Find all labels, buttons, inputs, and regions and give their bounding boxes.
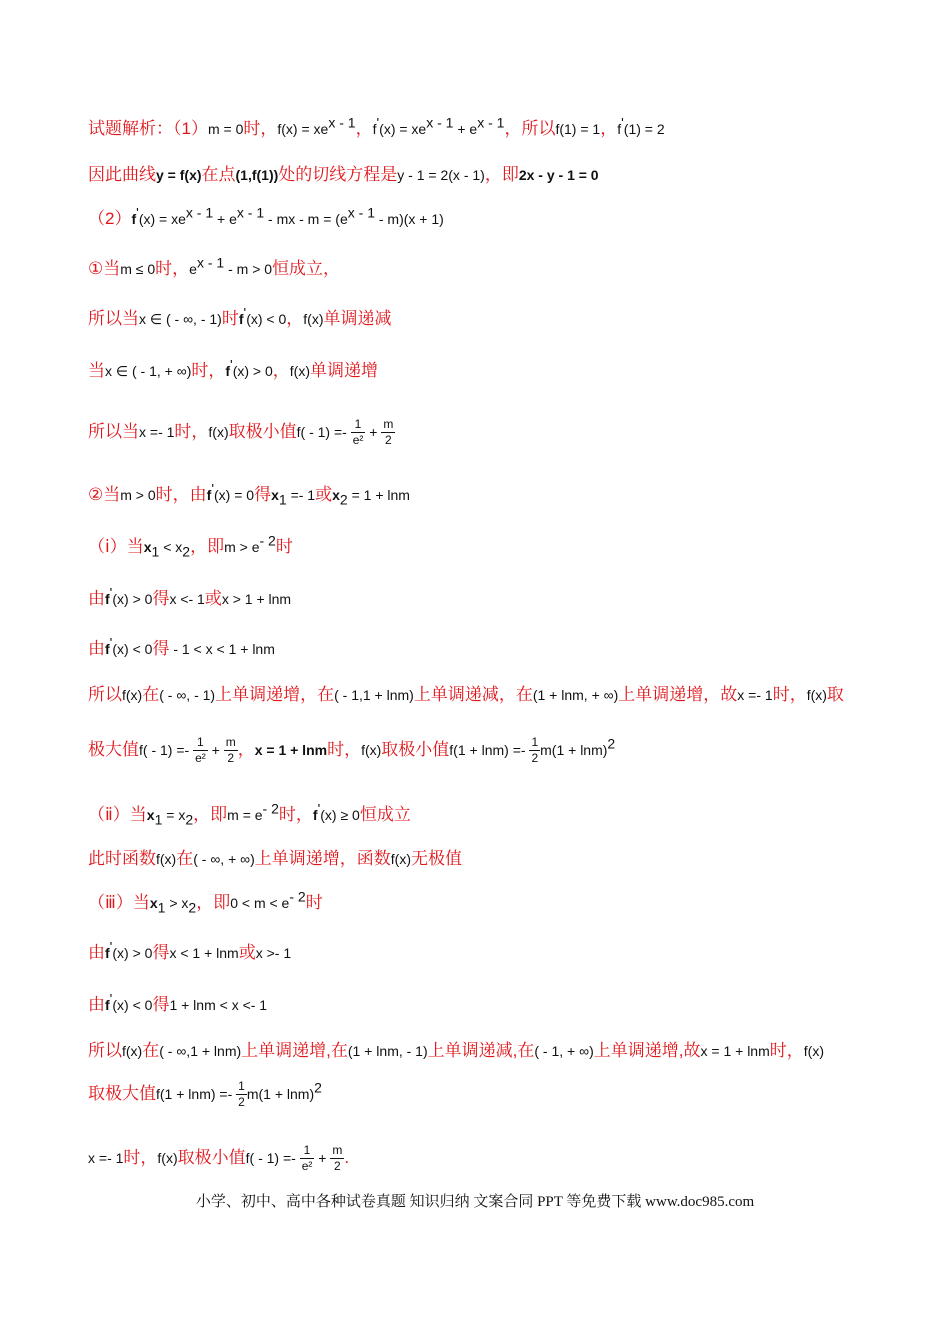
solution-line-15: 此时函数f(x)在( - ∞, + ∞)上单调递增，函数f(x)无极值 [88,849,463,868]
solution-line-17: 由f'(x) > 0得x < 1 + lnm或x >- 1 [88,938,292,962]
solution-line-12: 所以f(x)在( - ∞, - 1)上单调递增，在( - 1,1 + lnm)上单调递减，在(1 + lnm, + ∞)上单调递增，故x =- 1时，f(x)取 [88,685,844,704]
solution-line-20: 取极大值f(1 + lnm) =- $\frac{1}{2}$ $m(1 + \ln m)^2$ [88,1079,322,1110]
fraction: $\frac{m}{2}$ [383,417,394,448]
fraction: $\frac{1}{\text{e²}}$ [301,1143,313,1174]
fraction: $\frac{m}{2}$ [332,1143,343,1174]
solution-line-16: （ⅲ）当$x_1 > x_2$，即$0 < m < e^{- 2}$时 [88,888,323,916]
solution-line-10: 由f'(x) > 0得x <- 1或x > 1 + lnm [88,584,292,608]
solution-line-5: 所以当x ∈ ( - ∞, - 1)时f'(x) < 0，f(x)单调递减 [88,304,392,328]
solution-line-18: 由f'(x) < 0得1 + lnm < x <- 1 [88,990,268,1014]
solution-line-3: $(2)f'(x) = xe^{x - 1} + e^{x - 1}$ - mx - $m = (e^{x - 1} - m)(x + 1)$ [88,204,444,228]
solution-line-6: 当x ∈ ( - 1, + ∞)时，f'(x) > 0，f(x)单调递增 [88,356,379,380]
fraction: $\frac{1}{\text{e²}}$ [352,417,364,448]
solution-line-4: ①当m ≤ 0时，$e^{x - 1} - m > 0$恒成立， [88,254,341,278]
solution-line-13: 极大值f( - 1) =- $\frac{1}{\text{e²}}$ + $\frac{m}{2}$ ，x = 1 + lnm时，f(x)取极小值f(1 + lnm) =- $\frac{1}{2}$ $m(1 + \ln m)^2$ [88,735,616,766]
fraction: $\frac{1}{2}$ [238,1079,245,1110]
solution-line-1: 试题解析：（1）m = 0时，$f(x) = xe^{x - 1}$，$f'(x) = xe^{x - 1} + e^{x - 1}$，所以f(1) = 1，f'(1) = 2 [88,114,665,138]
fraction: $\frac{1}{2}$ [531,735,539,766]
solution-line-21: x =- 1时，f(x)取极小值f( - 1) =- $\frac{1}{\text{e²}}$ + $\frac{m}{2}$ . [88,1143,350,1174]
fraction: $\frac{m}{2}$ [225,735,236,766]
solution-line-19: 所以f(x)在( - ∞,1 + lnm)上单调递增,在(1 + lnm, - 1)上单调递减,在( - 1, + ∞)上单调递增,故x = 1 + lnm时，f(x) [88,1041,824,1060]
solution-line-7: 所以当x =- 1时，f(x)取极小值f( - 1) =- $\frac{1}{\text{e²}}$ + $\frac{m}{2}$ [88,417,394,448]
solution-line-8: ②当m > 0时，由f'(x) = 0得$x_1 =- 1$或$x_2 = 1 + \ln m$ [88,480,410,508]
fraction: $\frac{1}{\text{e²}}$ [195,735,206,766]
solution-line-2: 因此曲线y = f(x)在点(1,f(1))处的切线方程是y - 1 = 2(x - 1)，即2x - y - 1 = 0 [88,165,599,184]
solution-line-9: （ⅰ）当$x_1 < x_2$，即$m > e^{- 2}$时 [88,532,293,560]
solution-line-11: 由f'(x) < 0得 - 1 < x < 1 + lnm [88,634,275,658]
page-footer: 小学、初中、高中各种试卷真题 知识归纳 文案合同 PPT 等免费下载 www.doc985.com [195,1194,755,1210]
solution-line-14: （ⅱ）当$x_1 = x_2$，即$m = e^{- 2}$时，f'(x) ≥ 0恒成立 [88,800,411,828]
